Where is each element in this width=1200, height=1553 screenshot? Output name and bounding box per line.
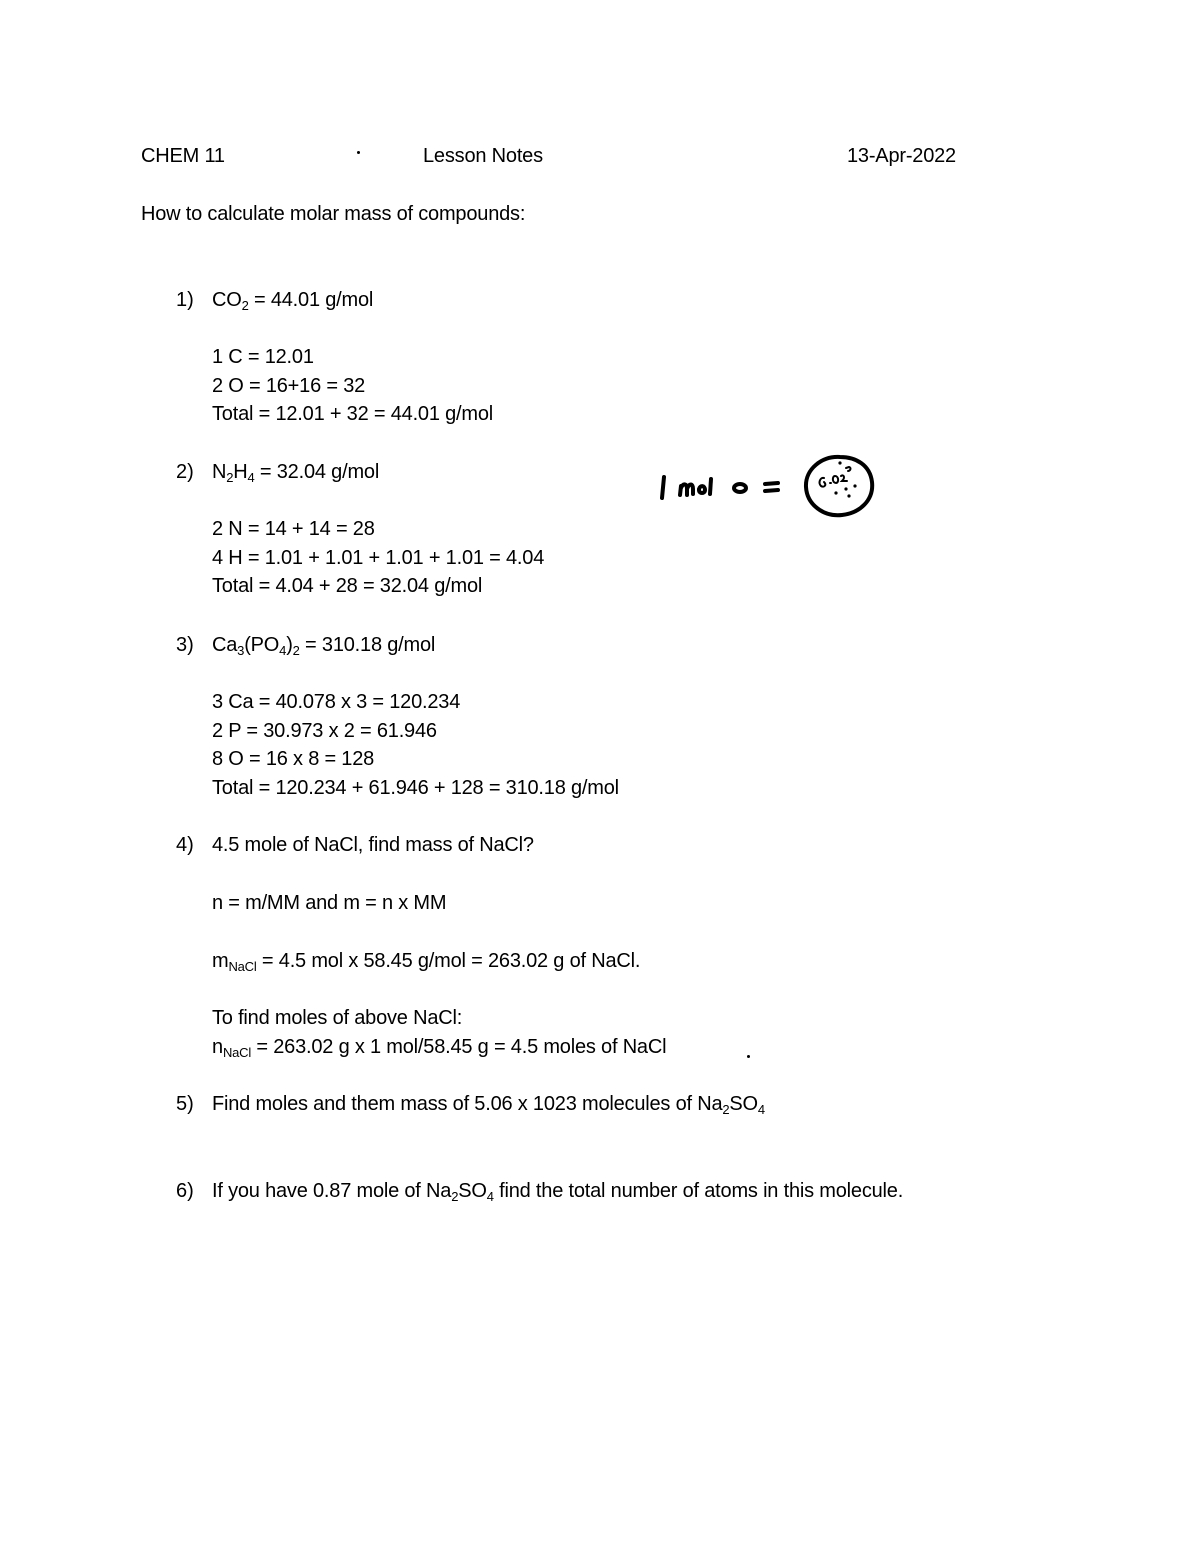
hand-dot — [834, 491, 837, 494]
q1-line: Total = 12.01 + 32 = 44.01 g/mol — [212, 403, 494, 425]
hand-stroke — [806, 457, 872, 515]
course-name: CHEM 11 — [141, 145, 225, 167]
q2-line: 2 N = 14 + 14 = 28 — [212, 518, 375, 540]
handwritten-note — [650, 445, 890, 535]
q4-number: 4) — [176, 834, 194, 856]
q1-line: 2 O = 16+16 = 32 — [212, 375, 366, 397]
hand-dot — [847, 494, 850, 497]
handwriting-drawing — [650, 445, 890, 535]
q4-mass-calc: $m_{NaCl} = 4.5$ mol x 58.45 g/mol = 263.02 g of NaCl. — [212, 950, 641, 974]
q4-formula: n = m/MM and m = n x MM — [212, 892, 447, 914]
q3-line: 8 O = 16 x 8 = 128 — [212, 748, 375, 770]
q1-number: 1) — [176, 289, 194, 311]
hand-stroke — [846, 467, 851, 471]
hand-dot — [844, 487, 847, 490]
hand-stroke — [841, 475, 847, 481]
q3-line: 2 P = 30.973 x 2 = 61.946 — [212, 720, 437, 742]
q1-line: 1 C = 12.01 — [212, 346, 314, 368]
hand-stroke — [662, 477, 664, 498]
doc-title: Lesson Notes — [423, 145, 543, 167]
hand-stroke — [710, 479, 711, 494]
q3-heading: $Ca_3(PO_4)_2 = 310.18$ g/mol — [212, 634, 436, 658]
q2-line: 4 H = 1.01 + 1.01 + 1.01 + 1.01 = 4.04 — [212, 547, 545, 569]
q1-heading: $CO_2 = 44.01$ g/mol — [212, 289, 374, 313]
hand-stroke — [699, 486, 705, 493]
hand-dot — [838, 461, 841, 464]
q4-question: 4.5 mole of NaCl, find mass of NaCl? — [212, 834, 534, 856]
q4-find-moles: To find moles of above NaCl: — [212, 1007, 463, 1029]
hand-stroke — [734, 484, 746, 492]
q6-number: 6) — [176, 1180, 194, 1202]
q2-heading: $N_2H_4 = 32.04$ g/mol — [212, 461, 380, 485]
stray-dot — [747, 1055, 750, 1058]
stray-dot — [357, 151, 360, 154]
intro-text: How to calculate molar mass of compounds: — [141, 203, 526, 225]
q2-number: 2) — [176, 461, 194, 483]
q2-line: Total = 4.04 + 28 = 32.04 g/mol — [212, 575, 483, 597]
q5-number: 5) — [176, 1093, 194, 1115]
q3-line: 3 Ca = 40.078 x 3 = 120.234 — [212, 691, 461, 713]
q3-number: 3) — [176, 634, 194, 656]
q5-question: Find moles and them mass of 5.06 x 1023 molecules of $Na_2SO_4$ — [212, 1093, 765, 1117]
q6-question: If you have 0.87 mole of $Na_2SO_4$ find the total number of atoms in this molecule. — [212, 1180, 904, 1204]
q4-moles-calc: $n_{NaCl} = 263.02$ g x 1 mol/58.45 g = 4.5 moles of NaCl — [212, 1036, 667, 1060]
q3-line: Total = 120.234 + 61.946 + 128 = 310.18 g/mol — [212, 777, 619, 799]
hand-dot — [853, 484, 856, 487]
hand-stroke — [820, 478, 826, 487]
hand-stroke — [680, 484, 693, 495]
hand-stroke — [765, 483, 778, 491]
hand-stroke — [833, 476, 838, 483]
doc-date: 13-Apr-2022 — [847, 145, 956, 167]
